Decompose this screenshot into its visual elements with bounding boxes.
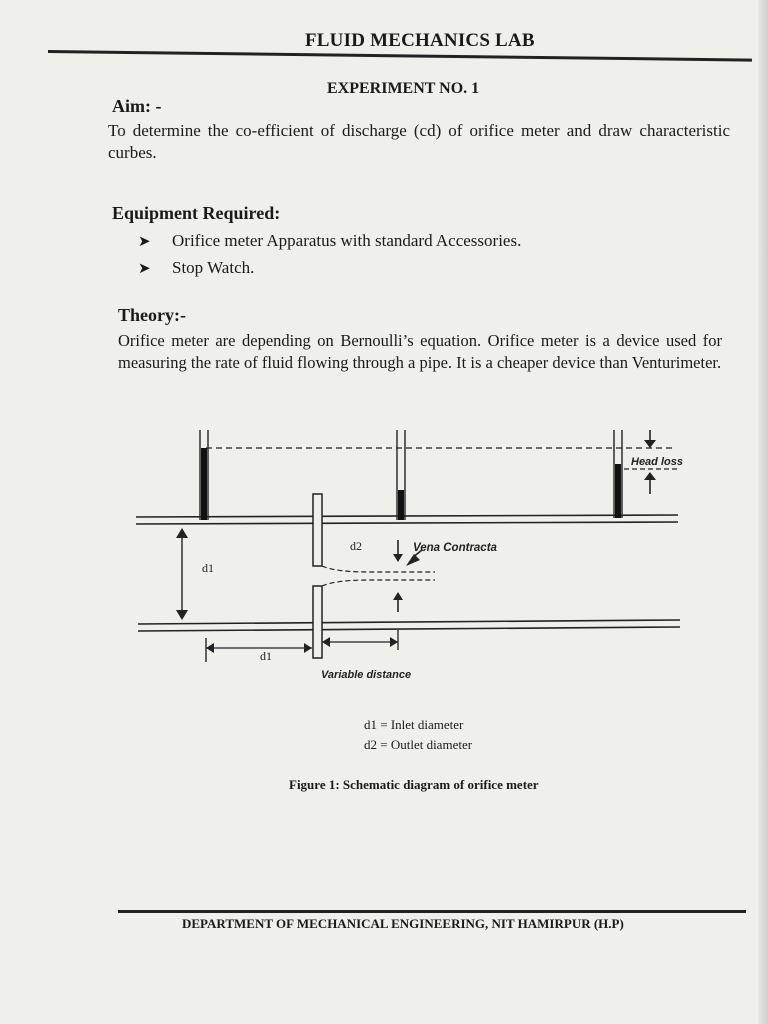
footer-department: DEPARTMENT OF MECHANICAL ENGINEERING, NIT HAMIRPUR (H.P)	[182, 916, 624, 931]
experiment-title: EXPERIMENT NO. 1	[327, 80, 480, 97]
d2-label: d2	[350, 539, 362, 553]
equipment-item-label: Stop Watch.	[172, 258, 255, 277]
pipe-bottom-wall	[138, 620, 680, 624]
arrowhead-bullet-icon: ➤	[138, 261, 151, 277]
d1-dimension-arrow	[176, 528, 188, 620]
theory-heading: Theory:-	[118, 305, 186, 325]
piezometer-tube	[614, 430, 622, 518]
equipment-item	[138, 228, 521, 255]
upstream-distance-dimension	[206, 638, 312, 662]
legend-inlet-diameter: d1 = Inlet diameter	[364, 717, 464, 732]
aim-heading: Aim: -	[112, 96, 162, 116]
page-edge	[758, 0, 768, 1024]
piezometer-tube	[397, 430, 405, 520]
pipe-top-wall	[136, 515, 678, 517]
pipe-bottom-wall-inner	[138, 627, 680, 631]
variable-distance-label: Variable distance	[321, 669, 412, 680]
d1-spacing-label: d1	[260, 649, 272, 663]
equipment-list	[138, 228, 521, 282]
legend-outlet-diameter: d2 = Outlet diameter	[364, 737, 473, 752]
aim-text: To determine the co-efficient of discharge (cd) of orifice meter and draw characteristic curbes.	[108, 121, 730, 162]
equipment-heading: Equipment Required:	[112, 203, 281, 223]
orifice-plate	[313, 494, 322, 658]
piezometer-tube	[200, 430, 208, 520]
pipe-top-wall-inner	[136, 522, 678, 524]
variable-distance-dimension	[322, 630, 398, 650]
arrowhead-bullet-icon: ➤	[138, 234, 151, 250]
lab-title: FLUID MECHANICS LAB	[305, 30, 535, 51]
equipment-item	[138, 255, 521, 282]
theory-text: Orifice meter are depending on Bernoulli’s equation. Orifice meter is a device used for measuring the rate of fluid flowing through a pipe. It is a cheaper device than Venturimeter.	[118, 331, 722, 372]
footer-rule	[118, 910, 746, 913]
equipment-item-label: Orifice meter Apparatus with standard Accessories.	[172, 231, 522, 250]
figure-caption: Figure 1: Schematic diagram of orifice meter	[289, 777, 539, 792]
vena-contracta-label: Vena Contracta	[413, 542, 497, 554]
d1-label: d1	[202, 561, 214, 575]
head-loss-label: Head loss	[631, 456, 683, 468]
orifice-meter-diagram	[130, 420, 690, 680]
